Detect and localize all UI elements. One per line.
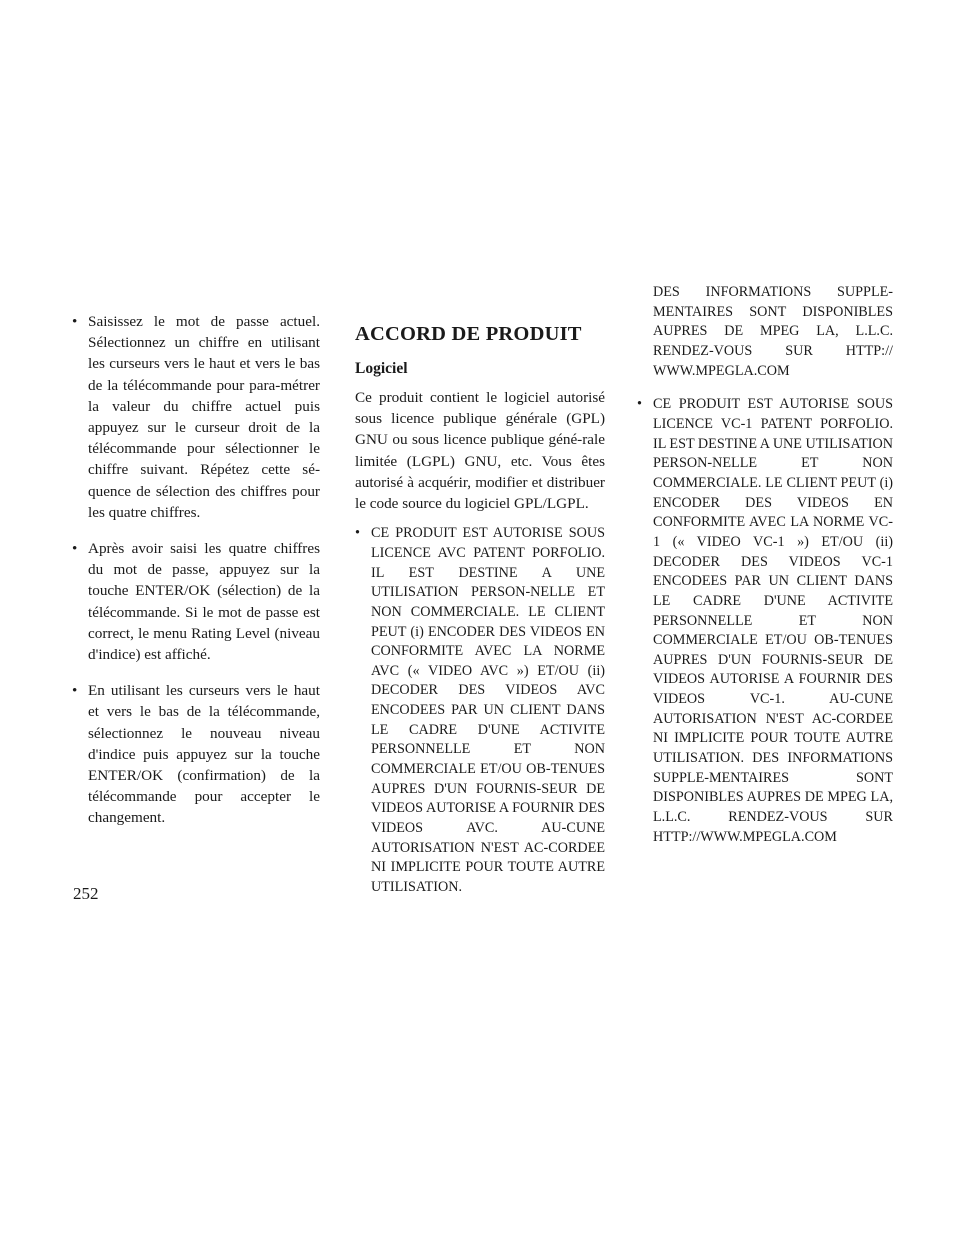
left-column [72, 311, 320, 844]
list-item-text: CE PRODUIT EST AUTORISE SOUS LICENCE AVC PATENT PORFOLIO. IL EST DESTINE A UNE UTILISATION PERSON-NELLE ET NON COMMERCIALE. LE CLIENT PEUT (i) ENCODER DES VIDEOS EN CONFORMITE AVEC LA NORME AVC (« VIDEO AVC ») ET/OU (ii) DECODER DES VIDEOS AVC ENCODEES PAR UN CLIENT DANS LE CADRE D'UNE ACTIVITE PERSONNELLE ET NON COMMERCIALE ET/OU OB-TENUES AUPRES D'UN FOURNIS-SEUR DE VIDEOS AUTORISE A FOURNIR DES VIDEOS AVC. AU-CUNE AUTORISATION N'EST AC-CORDEE NI IMPLICITE POUR TOUTE AUTRE UTILISATION. [371, 525, 605, 896]
bullet-icon: • [72, 313, 78, 330]
list-item-text: En utilisant les curseurs vers le haut et vers le bas de la télécommande, sélectionnez le nouveau niveau d'indice puis appuyez sur la touche ENTER/OK (confirmation) de la télécommande pour accepter le changement. [88, 682, 320, 827]
right-column [637, 283, 893, 862]
continued-text: DES INFORMATIONS SUPPLE-MENTAIRES SONT DISPONIBLES AUPRES DE MPEG LA, L.L.C. RENDEZ-VOUS SUR HTTP:// WWW.MPEGLA.COM [653, 284, 893, 379]
middle-column [355, 322, 605, 913]
list-item-text: Saisissez le mot de passe actuel. Sélectionnez un chiffre en utilisant les curseurs vers le haut et vers le bas de la télécommande pour para-métrer la valeur du chiffre actuel puis appuyez sur le curseur droit de la télécommande pour sélectionner le chiffre suivant. Répétez cette sé-quence de sélection des chiffres pour les quatre chiffres. [88, 313, 320, 521]
list-item-text: Après avoir saisi les quatre chiffres du mot de passe, appuyez sur la touche ENTER/OK (sélection) de la télécommande. Si le mot de passe est correct, le menu Rating Level (niveau d'indice) est affiché. [88, 540, 320, 664]
list-item [72, 538, 320, 665]
list-item [355, 524, 605, 897]
bullet-icon: • [72, 540, 78, 558]
bullet-icon: • [355, 525, 360, 542]
list-item [637, 395, 893, 847]
list-item [72, 680, 320, 828]
list-item [72, 311, 320, 523]
bullet-icon: • [72, 682, 78, 700]
page-number: 252 [73, 884, 99, 903]
section-subheading: Logiciel [355, 360, 408, 377]
section-heading: ACCORD DE PRODUIT [355, 323, 582, 345]
list-item-text: CE PRODUIT EST AUTORISE SOUS LICENCE VC-1 PATENT PORFOLIO. IL EST DESTINE A UNE UTILISATION PERSON-NELLE ET NON COMMERCIALE. LE CLIENT PEUT (i) ENCODER DES VIDEOS EN CONFORMITE AVEC LA NORME VC-1 (« VIDEO VC-1 ») ET/OU (ii) DECODER DES VIDEOS VC-1 ENCODEES PAR UN CLIENT DANS LE CADRE D'UNE ACTIVITE PERSONNELLE ET NON COMMERCIALE ET/OU OB-TENUES AUPRES D'UN FOURNIS-SEUR DE VIDEOS AUTORISE A FOURNIR DES VIDEOS VC-1. AU-CUNE AUTORISATION N'EST AC-CORDEE NI IMPLICITE POUR TOUTE AUTRE UTILISATION. DES INFORMATIONS SUPPLE-MENTAIRES SONT DISPONIBLES AUPRES DE MPEG LA, L.L.C. RENDEZ-VOUS SUR HTTP://WWW.MPEGLA.COM [653, 396, 893, 845]
bullet-icon: • [637, 396, 642, 413]
paragraph: Ce produit contient le logiciel autorisé sous licence publique générale (GPL) GNU ou sous licence publique géné-rale limitée (LGPL) GNU, etc. Vous êtes autorisé à acquérir, modifier et distribuer le code source du logiciel GPL/LGPL. [355, 389, 605, 513]
